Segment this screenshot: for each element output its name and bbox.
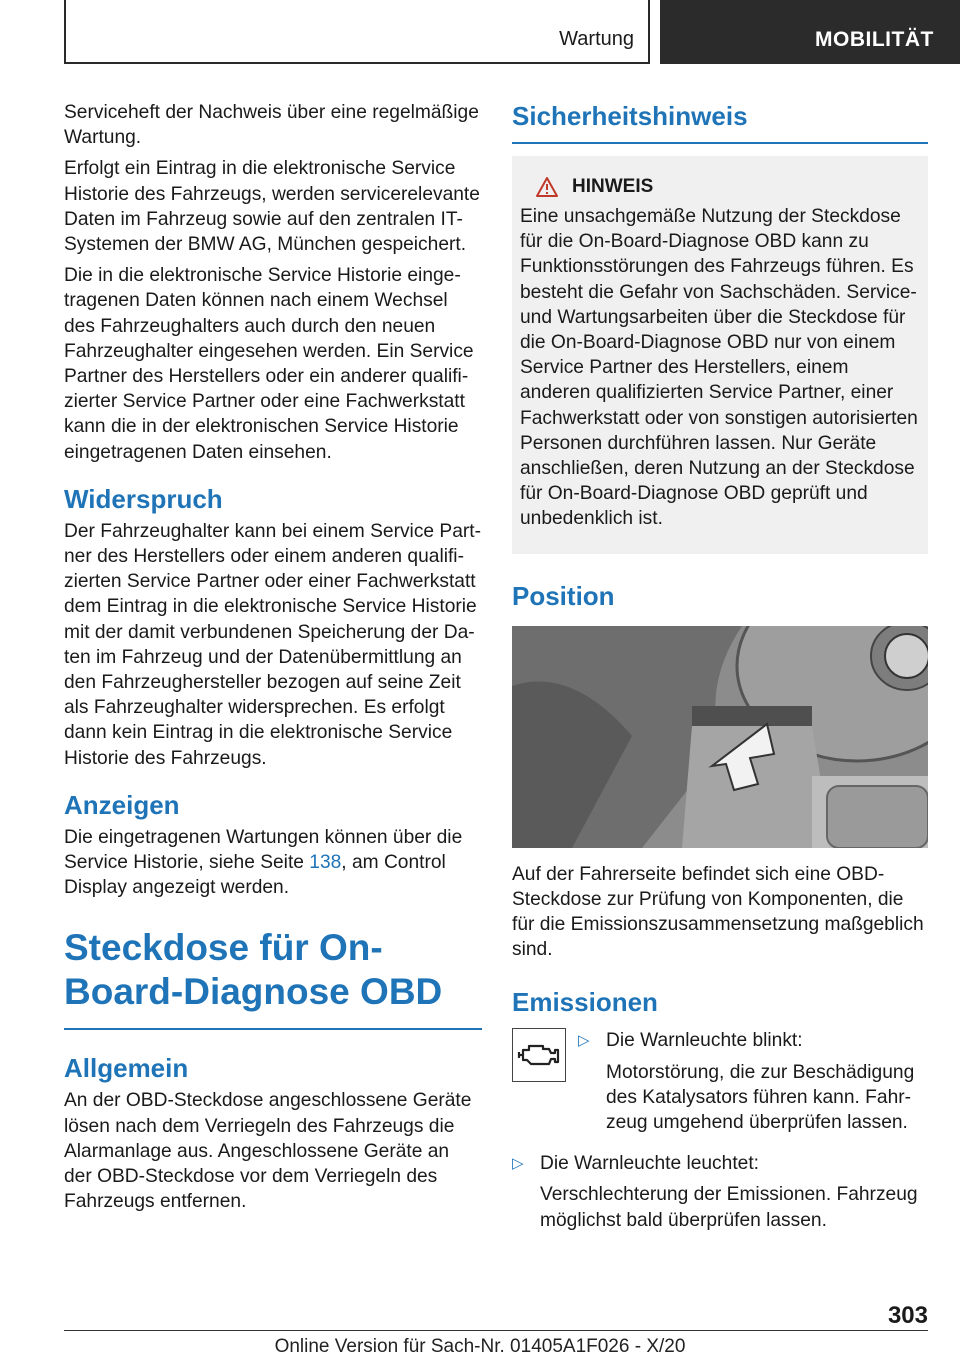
footer-divider — [64, 1330, 928, 1331]
paragraph: Auf der Fahrerseite befindet sich eine OBD-Steckdose zur Prüfung von Komponenten, die für die Emissionszusammensetzung maßgeblich sind. — [512, 863, 924, 961]
check-engine-icon — [512, 1028, 566, 1082]
header-section-title: Wartung — [559, 28, 634, 50]
left-column — [64, 100, 482, 1221]
heading-allgemein: Allgemein — [64, 1053, 189, 1084]
triangle-bullet-icon: ▷ — [578, 1032, 590, 1050]
header-chapter-title: MOBILITÄT — [815, 28, 934, 51]
bullet-text: Motorstörung, die zur Beschädigung des Katalysators führen kann. Fahrzeug umgehend überprüfen lassen. — [606, 1061, 915, 1134]
list-item — [578, 1028, 928, 1059]
paragraph: Serviceheft der Nachweis über eine regelmäßige Wartung. — [64, 102, 479, 149]
paragraph: Die in die elektronische Service Historie eingetragenen Daten können nach einem Wechsel des Fahrzeughalters auch durch den neuen Fahrzeughalter eingesehen werden. Ein Service Partner des Herstellers oder ein anderer qualifizierter Service Partner oder eine Fachwerkstatt kann die in der elektronischen Service Historie eingetragenen Daten einsehen. — [64, 265, 474, 463]
paragraph: An der OBD-Steckdose angeschlossene Geräte lösen nach dem Verriegeln des Fahrzeugs die Alarmanlage aus. Angeschlossene Geräte an der OBD-Steckdose vor dem Verriegeln des Fahrzeugs entfernen. — [64, 1090, 472, 1213]
heading-obd: Steckdose für On-Board-Diagnose OBD — [64, 927, 443, 1013]
obd-position-photo — [512, 626, 928, 848]
paragraph: Erfolgt ein Eintrag in die elektronische Service Historie des Fahrzeugs, werden servicerelevante Daten im Fahrzeug sowie auf den zentralen IT-Systemen der BMW AG, München gespeichert. — [64, 158, 480, 256]
header-section-box — [64, 0, 650, 64]
note-label: HINWEIS — [572, 176, 654, 197]
emissions-row — [512, 1028, 928, 1141]
page-link[interactable]: 138 — [309, 852, 342, 874]
warning-note — [512, 156, 928, 554]
emissions-bullet-1 — [578, 1028, 928, 1141]
page-number: 303 — [887, 1302, 928, 1329]
heading-emissionen: Emissionen — [512, 987, 658, 1018]
heading-block-sicherheit — [512, 100, 928, 144]
header-chapter-box — [660, 0, 960, 64]
section-heading-block — [64, 926, 482, 1030]
emissions-bullet-2 — [512, 1151, 928, 1233]
paragraph-anzeigen — [64, 825, 482, 901]
text: Die eingetragenen Wartungen können über die Service Historie, siehe Seite — [64, 826, 463, 874]
heading-sicherheitshinweis: Sicherheitshinweis — [512, 101, 748, 131]
heading-position: Position — [512, 580, 615, 611]
bullet-title: Die Warnleuchte leuchtet: — [540, 1153, 759, 1175]
triangle-bullet-icon: ▷ — [512, 1155, 524, 1173]
list-item — [512, 1151, 928, 1182]
bullet-title: Die Warnleuchte blinkt: — [606, 1030, 803, 1052]
heading-widerspruch: Widerspruch — [64, 483, 223, 514]
bullet-text: Verschlechterung der Emissionen. Fahrzeug möglichst bald überprüfen lassen. — [540, 1184, 918, 1231]
paragraph: Der Fahrzeughalter kann bei einem Service Partner des Herstellers oder einem anderen qualifizierten Service Partner oder einer Fachwerkstatt dem Eintrag in die elektronische Service Historie mit der damit verbundenen Speicherung der Daten im Fahrzeug und der Datenübermittlung an den Fahrzeughersteller bezogen auf seine Zeit als Fahrzeughalter widersprechen. Es erfolgt dann kein Eintrag in die elektronische Service Historie des Fahrzeugs. — [64, 520, 481, 769]
text: , am Control Display angezeigt werden. — [64, 852, 446, 899]
footer-text: Online Version für Sach-Nr. 01405A1F026 - X/20 — [274, 1336, 686, 1357]
note-text: Eine unsachgemäße Nutzung der Steckdose für die On-Board-Diagnose OBD kann zu Funktionsstörungen des Fahrzeugs führen. Es besteht die Gefahr von Sachschäden. Service- und Wartungsarbeiten über die Steckdose für die On-Board-Diagnose OBD nur von einem Service Partner des Herstellers, einem anderen qualifizierten Service Partner, einer Fachwerkstatt oder von sonstigen autorisierten Personen durchführen lassen. Nur Geräte anschließen, deren Nutzung an der Steckdose für On-Board-Diagnose OBD geprüft und unbedenklich ist. — [520, 206, 918, 530]
note-header — [520, 176, 920, 198]
right-column — [512, 100, 928, 1239]
heading-anzeigen: Anzeigen — [64, 789, 180, 820]
warning-triangle-icon — [536, 177, 558, 197]
